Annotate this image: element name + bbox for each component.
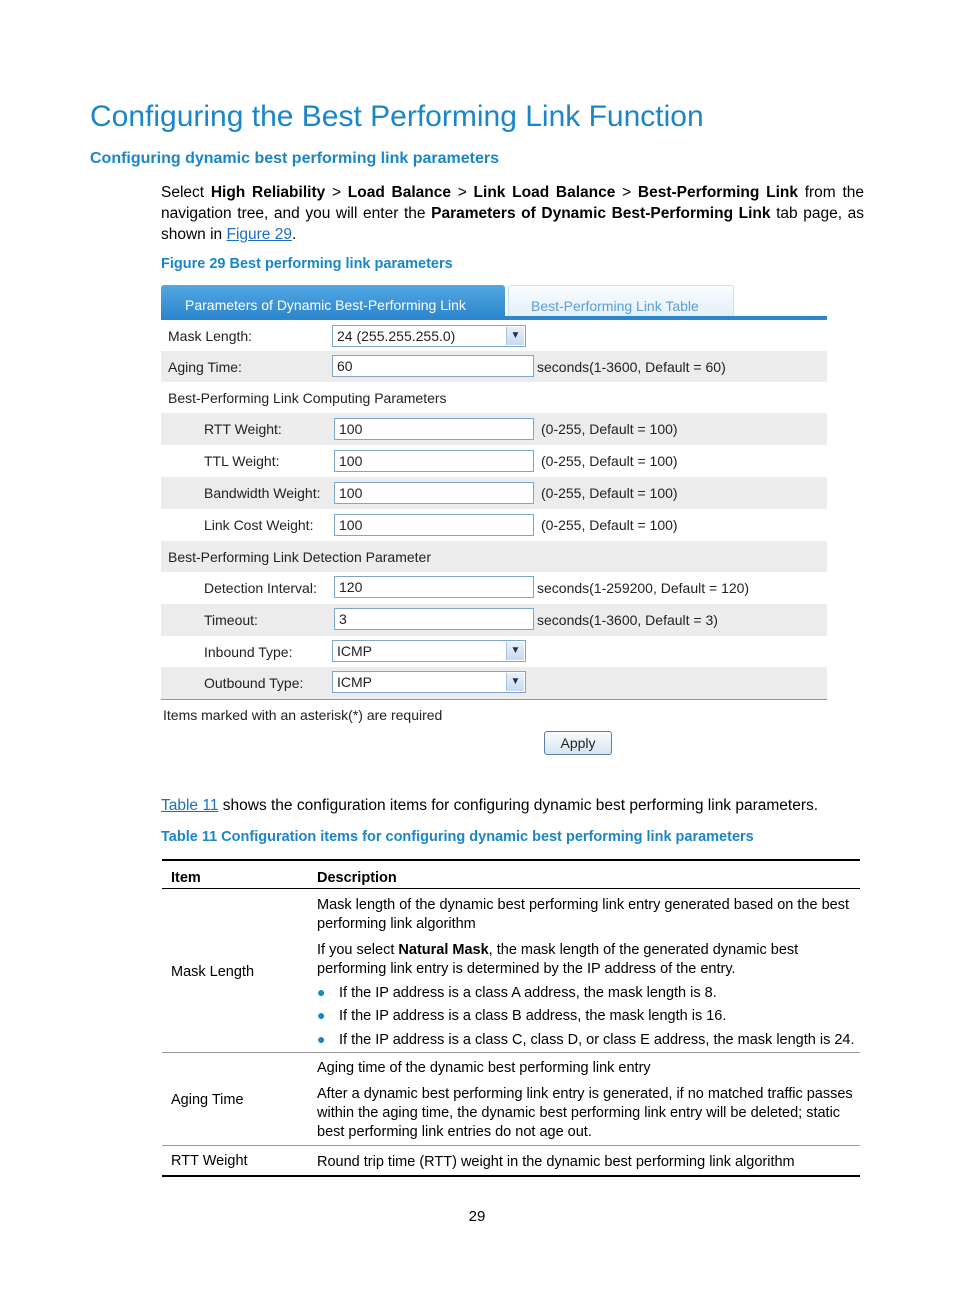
computing-section-title: Best-Performing Link Computing Parameters [168, 390, 447, 406]
table-row-divider [162, 1145, 860, 1146]
aging-time-label: Aging Time: [168, 359, 242, 375]
apply-button[interactable]: Apply [544, 731, 612, 755]
config-items-table [162, 859, 860, 1177]
table-row-description: After a dynamic best performing link entry is generated, if no matched traffic passes within the aging time, the dynamic best performing link entry will be deleted; static best performing link entries do not age out. [317, 1086, 853, 1140]
ttl-weight-row [161, 445, 827, 477]
table-row-description: If you select Natural Mask, the mask length of the generated dynamic best performing link entry is determined by the IP address of the entry. [317, 942, 799, 977]
bandwidth-weight-label: Bandwidth Weight: [204, 485, 321, 501]
figure-caption: Figure 29 Best performing link parameters [161, 256, 453, 272]
link-cost-weight-input[interactable]: 100 [334, 514, 534, 536]
tab-parameters[interactable]: Parameters of Dynamic Best-Performing Link [161, 285, 505, 319]
figure-29-link[interactable]: Figure 29 [226, 226, 292, 243]
outbound-type-select[interactable]: ICMP ▼ [332, 671, 526, 693]
timeout-hint: seconds(1-3600, Default = 3) [537, 612, 718, 628]
computing-section-row [161, 382, 827, 413]
chevron-down-icon: ▼ [506, 327, 524, 345]
link-cost-weight-hint: (0-255, Default = 100) [541, 517, 678, 533]
page-number: 29 [468, 1208, 486, 1225]
bandwidth-weight-hint: (0-255, Default = 100) [541, 485, 678, 501]
chevron-down-icon: ▼ [506, 673, 524, 691]
inbound-type-label: Inbound Type: [204, 644, 293, 660]
bandwidth-weight-input[interactable]: 100 [334, 482, 534, 504]
mask-length-label: Mask Length: [168, 328, 253, 344]
bullet-icon: ● [317, 1031, 326, 1047]
table-row-item: Mask Length [171, 964, 255, 980]
ttl-weight-hint: (0-255, Default = 100) [541, 453, 678, 469]
timeout-row [161, 604, 827, 636]
link-cost-weight-label: Link Cost Weight: [204, 517, 314, 533]
table-bottom-rule [162, 1175, 860, 1177]
chevron-down-icon: ▼ [506, 642, 524, 660]
timeout-input[interactable]: 3 [334, 608, 534, 630]
list-item: ● If the IP address is a class C, class D, or class E address, the mask length is 24. [317, 1031, 855, 1048]
link-cost-weight-row [161, 509, 827, 541]
bullet-icon: ● [317, 1007, 326, 1023]
list-item: ● If the IP address is a class A address, the mask length is 8. [317, 984, 717, 1001]
table-header-description: Description [317, 870, 397, 886]
inbound-type-row [161, 636, 827, 667]
detection-interval-label: Detection Interval: [204, 580, 317, 596]
bandwidth-weight-row [161, 477, 827, 509]
intro-paragraph: Select High Reliability > Load Balance > Link Load Balance > Best-Performing Link from the navigation tree, and you will enter the Parameters of Dynamic Best-Performing Link tab page, as shown in Figure 29. [161, 184, 865, 243]
page-title: Configuring the Best Performing Link Function [90, 100, 704, 133]
ttl-weight-label: TTL Weight: [204, 453, 280, 469]
mask-length-select[interactable]: 24 (255.255.255.0) ▼ [332, 325, 526, 347]
detection-section-title: Best-Performing Link Detection Parameter [168, 549, 431, 565]
detection-interval-input[interactable]: 120 [334, 576, 534, 598]
aging-time-input[interactable]: 60 [332, 355, 534, 377]
rtt-weight-hint: (0-255, Default = 100) [541, 421, 678, 437]
table-caption: Table 11 Configuration items for configuring dynamic best performing link parameters [161, 829, 754, 845]
detection-interval-row [161, 572, 827, 604]
detection-section-row [161, 541, 827, 572]
rtt-weight-label: RTT Weight: [204, 421, 282, 437]
detection-interval-hint: seconds(1-259200, Default = 120) [537, 580, 750, 596]
mask-length-row [161, 320, 827, 351]
aging-time-hint: seconds(1-3600, Default = 60) [537, 359, 726, 375]
bullet-icon: ● [317, 984, 326, 1000]
list-item: ● If the IP address is a class B address, the mask length is 16. [317, 1007, 727, 1024]
outbound-type-label: Outbound Type: [204, 675, 304, 691]
rtt-weight-input[interactable]: 100 [334, 418, 534, 440]
table-row-divider [162, 1052, 860, 1053]
ttl-weight-input[interactable]: 100 [334, 450, 534, 472]
table-intro-paragraph: Table 11 shows the configuration items for configuring dynamic best performing link parameters. [161, 797, 819, 814]
table-11-link[interactable]: Table 11 [161, 797, 219, 814]
table-row-description: Round trip time (RTT) weight in the dynamic best performing link algorithm [317, 1154, 795, 1170]
outbound-type-row [161, 667, 827, 699]
rtt-weight-row [161, 413, 827, 445]
table-row-description: Aging time of the dynamic best performing link entry [317, 1060, 651, 1076]
table-row-item: Aging Time [171, 1092, 244, 1108]
table-header-rule [162, 888, 860, 889]
section-heading: Configuring dynamic best performing link parameters [90, 150, 499, 167]
table-row-description: Mask length of the dynamic best performing link entry generated based on the best performing link algorithm [317, 897, 849, 932]
tab-link-table[interactable]: Best-Performing Link Table [508, 285, 734, 319]
inbound-type-select[interactable]: ICMP ▼ [332, 640, 526, 662]
figure-screenshot [161, 285, 827, 760]
table-header-item: Item [171, 870, 201, 886]
timeout-label: Timeout: [204, 612, 258, 628]
table-top-rule [162, 859, 860, 861]
table-row-item: RTT Weight [171, 1153, 248, 1169]
form-bottom-divider [161, 699, 827, 700]
aging-time-row [161, 351, 827, 382]
required-note: Items marked with an asterisk(*) are required [163, 707, 443, 723]
